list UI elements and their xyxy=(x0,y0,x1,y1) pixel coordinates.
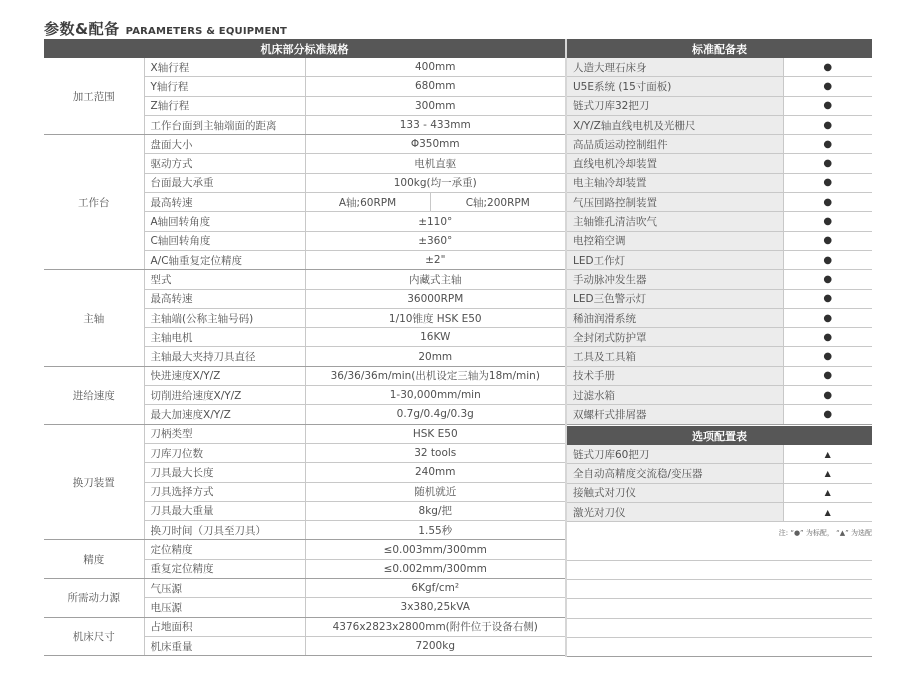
spec-name: 气压源 xyxy=(144,579,305,598)
right-empty-row-line xyxy=(567,598,872,599)
spec-value: 680mm xyxy=(305,77,565,96)
equipment-row xyxy=(567,193,872,212)
standard-mark-icon: ● xyxy=(783,386,872,405)
equipment-row xyxy=(567,58,872,77)
equipment-name: LED三色警示灯 xyxy=(567,289,783,308)
spec-name: 主轴端(公称主轴号码) xyxy=(144,308,305,327)
spec-table-header: 机床部分标准规格 xyxy=(44,39,565,58)
equipment-name: U5E系统 (15寸面板) xyxy=(567,77,783,96)
equipment-name: LED工作灯 xyxy=(567,250,783,269)
spec-name: 最大加速度X/Y/Z xyxy=(144,405,305,424)
option-row xyxy=(567,502,872,521)
spec-name: 快进速度X/Y/Z xyxy=(144,366,305,385)
spec-row xyxy=(44,135,565,154)
standard-mark-icon: ● xyxy=(783,77,872,96)
equipment-row xyxy=(567,366,872,385)
option-name: 链式刀库60把刀 xyxy=(567,445,783,464)
standard-mark-icon: ● xyxy=(783,96,872,115)
standard-mark-icon: ● xyxy=(783,212,872,231)
equipment-row xyxy=(567,405,872,424)
equipment-row xyxy=(567,231,872,250)
spec-value: ≤0.003mm/300mm xyxy=(305,540,565,559)
spec-category: 加工范围 xyxy=(44,58,144,135)
spec-category: 所需动力源 xyxy=(44,579,144,618)
right-empty-row-line xyxy=(567,637,872,638)
equipment-row xyxy=(567,115,872,134)
spec-value: ±110° xyxy=(305,212,565,231)
spec-value: 4376x2823x2800mm(附件位于设备右侧) xyxy=(305,617,565,636)
spec-value: 300mm xyxy=(305,96,565,115)
equipment-name: 稀油润滑系统 xyxy=(567,308,783,327)
spec-name: 刀库刀位数 xyxy=(144,443,305,462)
spec-category: 工作台 xyxy=(44,135,144,270)
spec-name: 驱动方式 xyxy=(144,154,305,173)
spec-name: A/C轴重复定位精度 xyxy=(144,250,305,269)
spec-name: 刀具选择方式 xyxy=(144,482,305,501)
spec-category: 换刀装置 xyxy=(44,424,144,540)
spec-value: 36000RPM xyxy=(305,289,565,308)
spec-name: 型式 xyxy=(144,270,305,289)
equipment-name: 电控箱空调 xyxy=(567,231,783,250)
spec-row xyxy=(44,579,565,598)
spec-name: 电压源 xyxy=(144,598,305,617)
spec-name: 占地面积 xyxy=(144,617,305,636)
spec-value: 3x380,25kVA xyxy=(305,598,565,617)
option-config-header: 选项配置表 xyxy=(567,426,872,445)
equipment-row xyxy=(567,77,872,96)
spec-name: 定位精度 xyxy=(144,540,305,559)
spec-value: 100kg(均一承重) xyxy=(305,173,565,192)
standard-mark-icon: ● xyxy=(783,405,872,424)
equipment-name: 主轴锥孔清洁吹气 xyxy=(567,212,783,231)
option-config-table xyxy=(567,426,872,522)
right-empty-row-line xyxy=(567,618,872,619)
standard-mark-icon: ● xyxy=(783,135,872,154)
equipment-row xyxy=(567,212,872,231)
spec-value: 1/10锥度 HSK E50 xyxy=(305,308,565,327)
spec-value: ≤0.002mm/300mm xyxy=(305,559,565,578)
standard-mark-icon: ● xyxy=(783,250,872,269)
equipment-name: 工具及工具箱 xyxy=(567,347,783,366)
right-bottom-line xyxy=(567,656,872,657)
equipment-row xyxy=(567,270,872,289)
spec-name: 工作台面到主轴端面的距离 xyxy=(144,115,305,134)
spec-name: A轴回转角度 xyxy=(144,212,305,231)
spec-value: 20mm xyxy=(305,347,565,366)
spec-value: 1.55秒 xyxy=(305,521,565,540)
spec-value: 电机直驱 xyxy=(305,154,565,173)
spec-value-c-axis: C轴;200RPM xyxy=(430,193,565,212)
equipment-row xyxy=(567,328,872,347)
standard-mark-icon: ● xyxy=(783,115,872,134)
spec-name: 主轴电机 xyxy=(144,328,305,347)
spec-value: 内藏式主轴 xyxy=(305,270,565,289)
spec-value: 8kg/把 xyxy=(305,501,565,520)
right-empty-row-line xyxy=(567,560,872,561)
standard-equipment-table xyxy=(567,39,872,425)
equipment-row xyxy=(567,250,872,269)
spec-category: 主轴 xyxy=(44,270,144,366)
equipment-name: 电主轴冷却装置 xyxy=(567,173,783,192)
spec-row xyxy=(44,270,565,289)
standard-mark-icon: ● xyxy=(783,231,872,250)
spec-value: ±360° xyxy=(305,231,565,250)
equipment-name: 高品质运动控制组件 xyxy=(567,135,783,154)
option-mark-icon: ▲ xyxy=(783,483,872,502)
equipment-name: 全封闭式防护罩 xyxy=(567,328,783,347)
spec-category: 进给速度 xyxy=(44,366,144,424)
legend-note: 注: “●” 为标配， “▲” 为选配 xyxy=(778,529,872,537)
equipment-name: X/Y/Z轴直线电机及光栅尺 xyxy=(567,115,783,134)
standard-equipment-header: 标准配备表 xyxy=(567,39,872,58)
standard-mark-icon: ● xyxy=(783,173,872,192)
spec-value: 1-30,000mm/min xyxy=(305,386,565,405)
equipment-row xyxy=(567,386,872,405)
page-title xyxy=(44,18,287,38)
spec-value: 32 tools xyxy=(305,443,565,462)
equipment-row xyxy=(567,347,872,366)
equipment-name: 技术手册 xyxy=(567,366,783,385)
spec-name: Y轴行程 xyxy=(144,77,305,96)
spec-value: 240mm xyxy=(305,463,565,482)
spec-name: C轴回转角度 xyxy=(144,231,305,250)
option-row xyxy=(567,445,872,464)
spec-name: 重复定位精度 xyxy=(144,559,305,578)
standard-mark-icon: ● xyxy=(783,308,872,327)
title-english: PARAMETERS & EQUIPMENT xyxy=(125,26,288,37)
spec-value: Φ350mm xyxy=(305,135,565,154)
spec-category: 精度 xyxy=(44,540,144,579)
option-name: 接触式对刀仪 xyxy=(567,483,783,502)
option-row xyxy=(567,483,872,502)
spec-name: 换刀时间（刀具至刀具） xyxy=(144,521,305,540)
spec-row xyxy=(44,424,565,443)
spec-value-a-axis: A轴;60RPM xyxy=(305,193,430,212)
spec-name: 机床重量 xyxy=(144,636,305,655)
spec-name: 刀柄类型 xyxy=(144,424,305,443)
standard-mark-icon: ● xyxy=(783,366,872,385)
equipment-name: 过滤水箱 xyxy=(567,386,783,405)
option-mark-icon: ▲ xyxy=(783,502,872,521)
spec-name: 切削进给速度X/Y/Z xyxy=(144,386,305,405)
standard-mark-icon: ● xyxy=(783,193,872,212)
equipment-name: 双螺杆式排屑器 xyxy=(567,405,783,424)
equipment-row xyxy=(567,154,872,173)
spec-name: 主轴最大夹持刀具直径 xyxy=(144,347,305,366)
right-empty-row-line xyxy=(567,579,872,580)
equipment-row xyxy=(567,135,872,154)
spec-name: 盘面大小 xyxy=(144,135,305,154)
standard-mark-icon: ● xyxy=(783,347,872,366)
spec-name: 刀具最大长度 xyxy=(144,463,305,482)
equipment-row xyxy=(567,96,872,115)
spec-name: Z轴行程 xyxy=(144,96,305,115)
spec-name: 刀具最大重量 xyxy=(144,501,305,520)
equipment-name: 链式刀库32把刀 xyxy=(567,96,783,115)
spec-row xyxy=(44,540,565,559)
spec-row xyxy=(44,58,565,77)
equipment-name: 直线电机冷却装置 xyxy=(567,154,783,173)
spec-table xyxy=(44,39,565,656)
spec-row xyxy=(44,366,565,385)
spec-value: ±2" xyxy=(305,250,565,269)
standard-mark-icon: ● xyxy=(783,58,872,77)
standard-mark-icon: ● xyxy=(783,328,872,347)
spec-name: 最高转速 xyxy=(144,193,305,212)
spec-value: 6Kgf/cm² xyxy=(305,579,565,598)
option-mark-icon: ▲ xyxy=(783,464,872,483)
spec-name: 台面最大承重 xyxy=(144,173,305,192)
standard-mark-icon: ● xyxy=(783,154,872,173)
equipment-row xyxy=(567,308,872,327)
title-chinese: 参数&配备 xyxy=(44,20,120,38)
spec-value: 16KW xyxy=(305,328,565,347)
option-mark-icon: ▲ xyxy=(783,445,872,464)
spec-row xyxy=(44,617,565,636)
option-name: 激光对刀仪 xyxy=(567,502,783,521)
spec-name: 最高转速 xyxy=(144,289,305,308)
spec-value: 随机就近 xyxy=(305,482,565,501)
spec-name: X轴行程 xyxy=(144,58,305,77)
spec-value: 7200kg xyxy=(305,636,565,655)
spec-value: 36/36/36m/min(出机设定三轴为18m/min) xyxy=(305,366,565,385)
standard-mark-icon: ● xyxy=(783,289,872,308)
equipment-name: 手动脉冲发生器 xyxy=(567,270,783,289)
spec-value: 400mm xyxy=(305,58,565,77)
spec-value: 133 - 433mm xyxy=(305,115,565,134)
equipment-name: 气压回路控制装置 xyxy=(567,193,783,212)
standard-mark-icon: ● xyxy=(783,270,872,289)
option-name: 全自动高精度交流稳/变压器 xyxy=(567,464,783,483)
equipment-row xyxy=(567,289,872,308)
equipment-row xyxy=(567,173,872,192)
equipment-name: 人造大理石床身 xyxy=(567,58,783,77)
option-row xyxy=(567,464,872,483)
spec-value: HSK E50 xyxy=(305,424,565,443)
spec-category: 机床尺寸 xyxy=(44,617,144,656)
spec-value: 0.7g/0.4g/0.3g xyxy=(305,405,565,424)
